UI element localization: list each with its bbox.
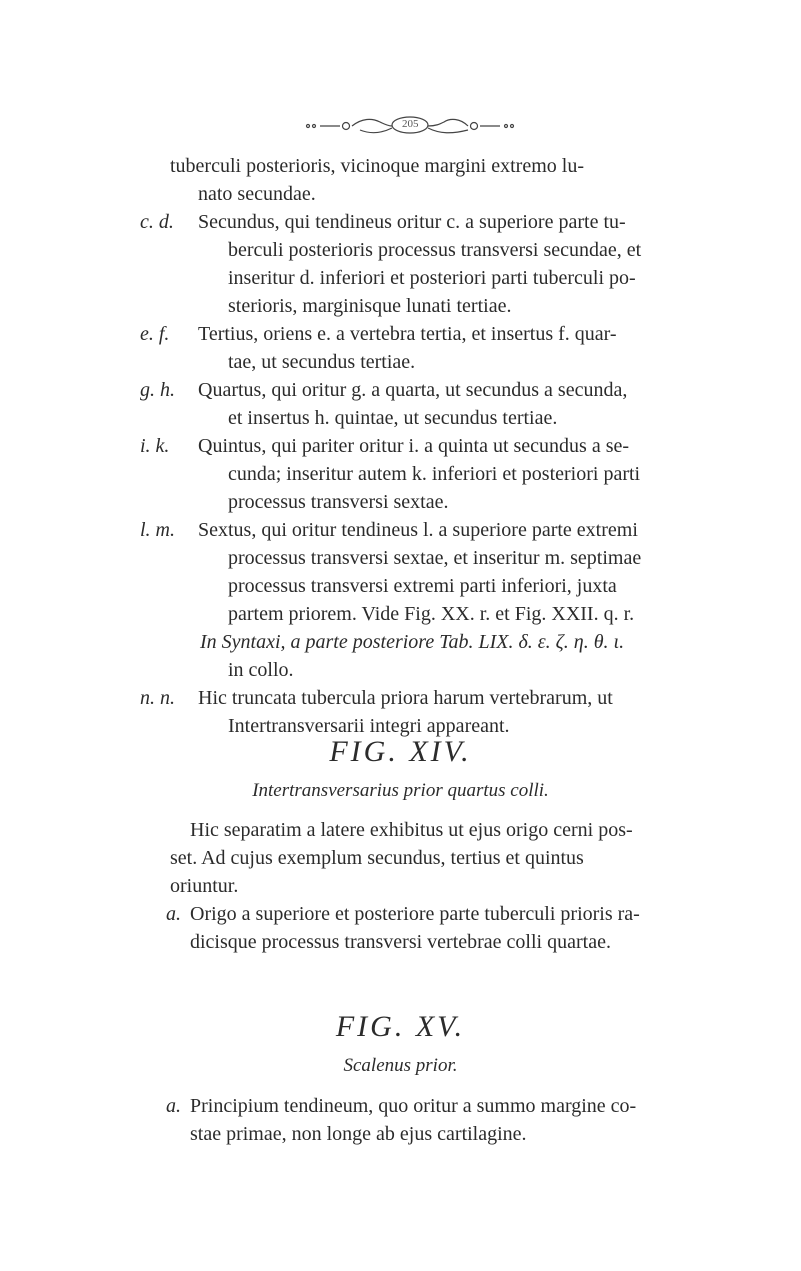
text-line: dicisque processus transversi vertebrae colli quartae. (190, 931, 611, 953)
entry-label: a. (166, 1095, 181, 1117)
main-text (140, 152, 730, 740)
entry-n-n (140, 684, 730, 740)
text-line: processus transversi extremi parti inferiori, juxta (228, 575, 617, 597)
text-line: Secundus, qui tendineus oritur c. a superiore parte tu- (198, 211, 626, 233)
text-line: inseritur d. inferiori et posteriori parti tuberculi po- (228, 267, 636, 289)
text-line: oriuntur. (170, 875, 239, 897)
text-line: Principium tendineum, quo oritur a summo margine co- (190, 1095, 637, 1117)
text-line: et insertus h. quintae, ut secundus tertiae. (228, 407, 558, 429)
entry-label: l. m. (140, 519, 175, 541)
figure-15-text (166, 1092, 730, 1148)
entry-label: n. n. (140, 687, 175, 709)
entry-label: a. (166, 903, 181, 925)
text-line: Quartus, qui oritur g. a quarta, ut secundus a secunda, (198, 379, 628, 401)
text-line: Hic truncata tubercula priora harum vertebrarum, ut (198, 687, 613, 709)
figure-15-subtitle: Scalenus prior. (343, 1055, 458, 1076)
figure-14-subtitle: Intertransversarius prior quartus colli. (252, 780, 549, 801)
entry-label: i. k. (140, 435, 170, 457)
entry-l-m (140, 516, 730, 684)
text-line: Hic separatim a latere exhibitus ut ejus origo cerni pos- (190, 819, 633, 841)
text-line: berculi posterioris processus transversi secundae, et (228, 239, 642, 261)
page-number: 205 (402, 118, 419, 130)
text-line: processus transversi sextae. (228, 491, 449, 513)
entry-e-f (140, 320, 730, 376)
text-line: In Syntaxi, a parte posteriore Tab. LIX. δ. ε. ζ. η. θ. ι. (200, 631, 625, 653)
entry-c-d (140, 208, 730, 320)
figure-15-item-a (166, 1092, 730, 1148)
text-line: Intertransversarii integri appareant. (228, 715, 510, 737)
figure-14-title: FIG. XIV. (329, 735, 472, 768)
entry-label: g. h. (140, 379, 175, 401)
figure-14-item-a (166, 900, 730, 956)
entry-label: c. d. (140, 211, 174, 233)
figure-15-title: FIG. XV. (335, 1010, 466, 1043)
text-line: Sextus, qui oritur tendineus l. a superiore parte extremi (198, 519, 638, 541)
text-line: tae, ut secundus tertiae. (228, 351, 416, 373)
text-line: Quintus, qui pariter oritur i. a quinta ut secundus a se- (198, 435, 630, 457)
text-line: set. Ad cujus exemplum secundus, tertius et quintus (170, 847, 584, 869)
text-line: stae primae, non longe ab ejus cartilagine. (190, 1123, 527, 1145)
entry-i-k (140, 432, 730, 516)
text-line: Tertius, oriens e. a vertebra tertia, et insertus f. quar- (198, 323, 617, 345)
text-line: partem priorem. Vide Fig. XX. r. et Fig. XXII. q. r. (228, 603, 635, 625)
entry-label: e. f. (140, 323, 170, 345)
text-line: in collo. (228, 659, 294, 681)
text-line: nato secundae. (198, 183, 316, 205)
text-line: sterioris, marginisque lunati tertiae. (228, 295, 512, 317)
text-line: Origo a superiore et posteriore parte tuberculi prioris ra- (190, 903, 640, 925)
text-line: processus transversi sextae, et inseritur m. septimae (228, 547, 642, 569)
text-line: cunda; inseritur autem k. inferiori et posteriori parti (228, 463, 641, 485)
text-line: tuberculi posterioris, vicinoque margini extremo lu- (170, 155, 584, 177)
figure-14-text (166, 816, 730, 956)
entry-g-h (140, 376, 730, 432)
